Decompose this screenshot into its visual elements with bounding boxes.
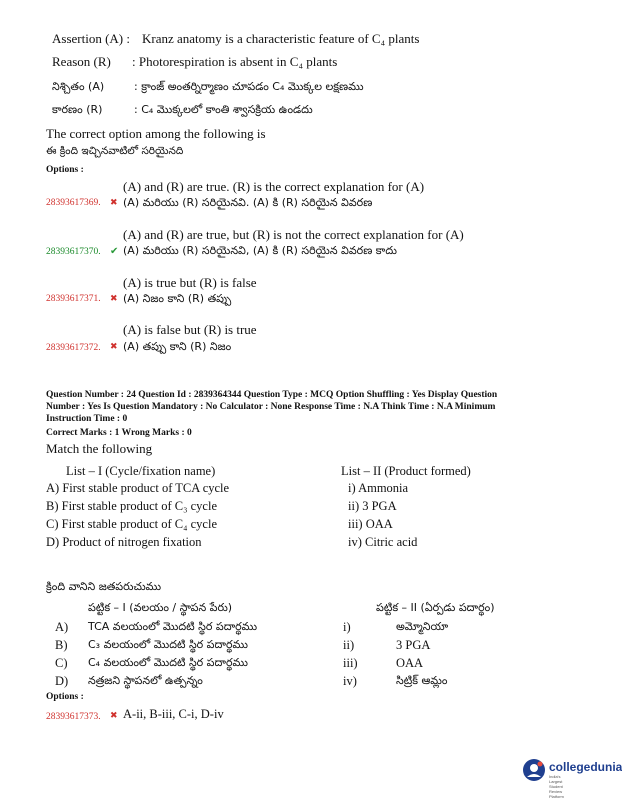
reason-te-label: కారణం (R) (52, 103, 103, 116)
option-3-id: 28393617371. (46, 294, 101, 304)
options-label: Options : (46, 165, 84, 175)
list2-te-key: i) (343, 620, 351, 634)
wrong-icon: ✖ (110, 198, 118, 208)
list2-item: ii) 3 PGA (348, 499, 397, 513)
list1-te-key: D) (55, 674, 69, 688)
q24-option-1-text[interactable]: A-ii, B-iii, C-i, D-iv (123, 707, 224, 721)
wrong-icon: ✖ (110, 294, 118, 304)
reason-te-text: : C₄ మొక్కలలో కాంతి శ్వాసక్రియ ఉండదు (134, 103, 313, 116)
list1-item: D) Product of nitrogen fixation (46, 535, 202, 549)
reason-en-text: : Photorespiration is absent in C₄ plants (132, 54, 338, 69)
option-4-en: (A) is false but (R) is true (123, 322, 257, 337)
option-2-en: (A) and (R) are true, but (R) is not the correct explanation for (A) (123, 227, 464, 242)
list1-item: B) First stable product of C₃ cycle (46, 499, 217, 513)
option-2-te[interactable]: (A) మరియు (R) సరియైనవి, (A) కి (R) సరియైన వివరణ కాదు (123, 244, 397, 257)
list2-te-key: ii) (343, 638, 355, 652)
list2-item: i) Ammonia (348, 481, 409, 495)
option-4-te[interactable]: (A) తప్పు కాని (R) నిజం (123, 340, 232, 353)
option-1-en: (A) and (R) are true. (R) is the correct explanation for (A) (123, 179, 425, 194)
list1-item: A) First stable product of TCA cycle (46, 481, 230, 495)
q24-meta-line-2: Number : Yes Is Question Mandatory : No Calculator : None Response Time : N.A Think Time : N.A Minimum (46, 402, 496, 412)
list1-te-value: నత్రజని స్థాపనలో ఉత్పన్నం (88, 674, 203, 687)
option-3-te[interactable]: (A) నిజం కాని (R) తప్పు (123, 292, 232, 305)
q24-marks: Correct Marks : 1 Wrong Marks : 0 (46, 428, 192, 438)
collegedunia-icon (522, 758, 546, 782)
list2-te-value: 3 PGA (396, 638, 431, 652)
list1-te-key: B) (55, 638, 68, 652)
list1-te-value: C₄ వలయంలో మొదటి స్థిర పదార్థము (88, 656, 248, 669)
list1-te-key: A) (55, 620, 69, 634)
list2-header: List – II (Product formed) (341, 464, 471, 478)
list2-te-key: iii) (343, 656, 358, 670)
q24-meta-line-3: Instruction Time : 0 (46, 414, 128, 424)
option-3-en: (A) is true but (R) is false (123, 275, 257, 290)
list2-te-value: OAA (396, 656, 424, 670)
prompt-en: The correct option among the following is (46, 126, 266, 141)
q24-options-label: Options : (46, 692, 84, 702)
prompt-te: ఈ క్రింది ఇచ్చినవాటిలో సరియైనది (46, 145, 184, 157)
list2-item: iii) OAA (348, 517, 393, 531)
wrong-icon: ✖ (110, 711, 118, 721)
q24-option-1-id: 28393617373. (46, 712, 101, 722)
list1-te-value: C₃ వలయంలో మొదటి స్థిర పదార్థము (88, 638, 248, 651)
list1-te-value: TCA వలయంలో మొదటి స్థిర పదార్థము (88, 620, 258, 633)
wrong-icon: ✖ (110, 342, 118, 352)
list1-item: C) First stable product of C₄ cycle (46, 517, 217, 531)
option-1-te[interactable]: (A) మరియు (R) సరియైనవి. (A) కి (R) సరియైన వివరణ (123, 196, 373, 209)
assertion-te-text: : క్రాంజ్ అంతర్నిర్మాణం చూపడం C₄ మొక్కల లక్షణము (134, 80, 364, 93)
option-1-id: 28393617369. (46, 198, 101, 208)
assertion-en-label: Assertion (A) : (52, 31, 130, 46)
list1-te-header: పట్టిక – I (వలయం / స్థాపన పేరు) (88, 601, 233, 614)
list2-te-value: అమ్మోనియా (396, 620, 449, 633)
q24-title-te: క్రింది వానిని జతపరుచుము (46, 580, 162, 593)
list2-item: iv) Citric acid (348, 535, 418, 549)
correct-icon: ✔ (110, 246, 119, 257)
assertion-en-text: Kranz anatomy is a characteristic feature of C₄ plants (142, 31, 420, 46)
brand-name: collegedunia (549, 760, 622, 774)
list1-header: List – I (Cycle/fixation name) (66, 464, 216, 478)
q24-meta-line-1: Question Number : 24 Question Id : 2839364344 Question Type : MCQ Option Shuffling : Yes Display Question (46, 390, 498, 400)
option-2-id: 28393617370. (46, 247, 101, 257)
option-4-id: 28393617372. (46, 343, 101, 353)
list2-te-key: iv) (343, 674, 357, 688)
list2-te-header: పట్టిక – II (ఏర్పడు పదార్థం) (376, 601, 495, 614)
list1-te-key: C) (55, 656, 68, 670)
reason-en-label: Reason (R) (52, 54, 111, 69)
assertion-te-label: నిశ్చితం (A) (52, 80, 105, 93)
brand-tagline: India's Largest Student Review Platform (549, 774, 564, 799)
q24-title-en: Match the following (46, 441, 153, 456)
list2-te-value: సిట్రిక్ ఆమ్లం (396, 674, 448, 687)
